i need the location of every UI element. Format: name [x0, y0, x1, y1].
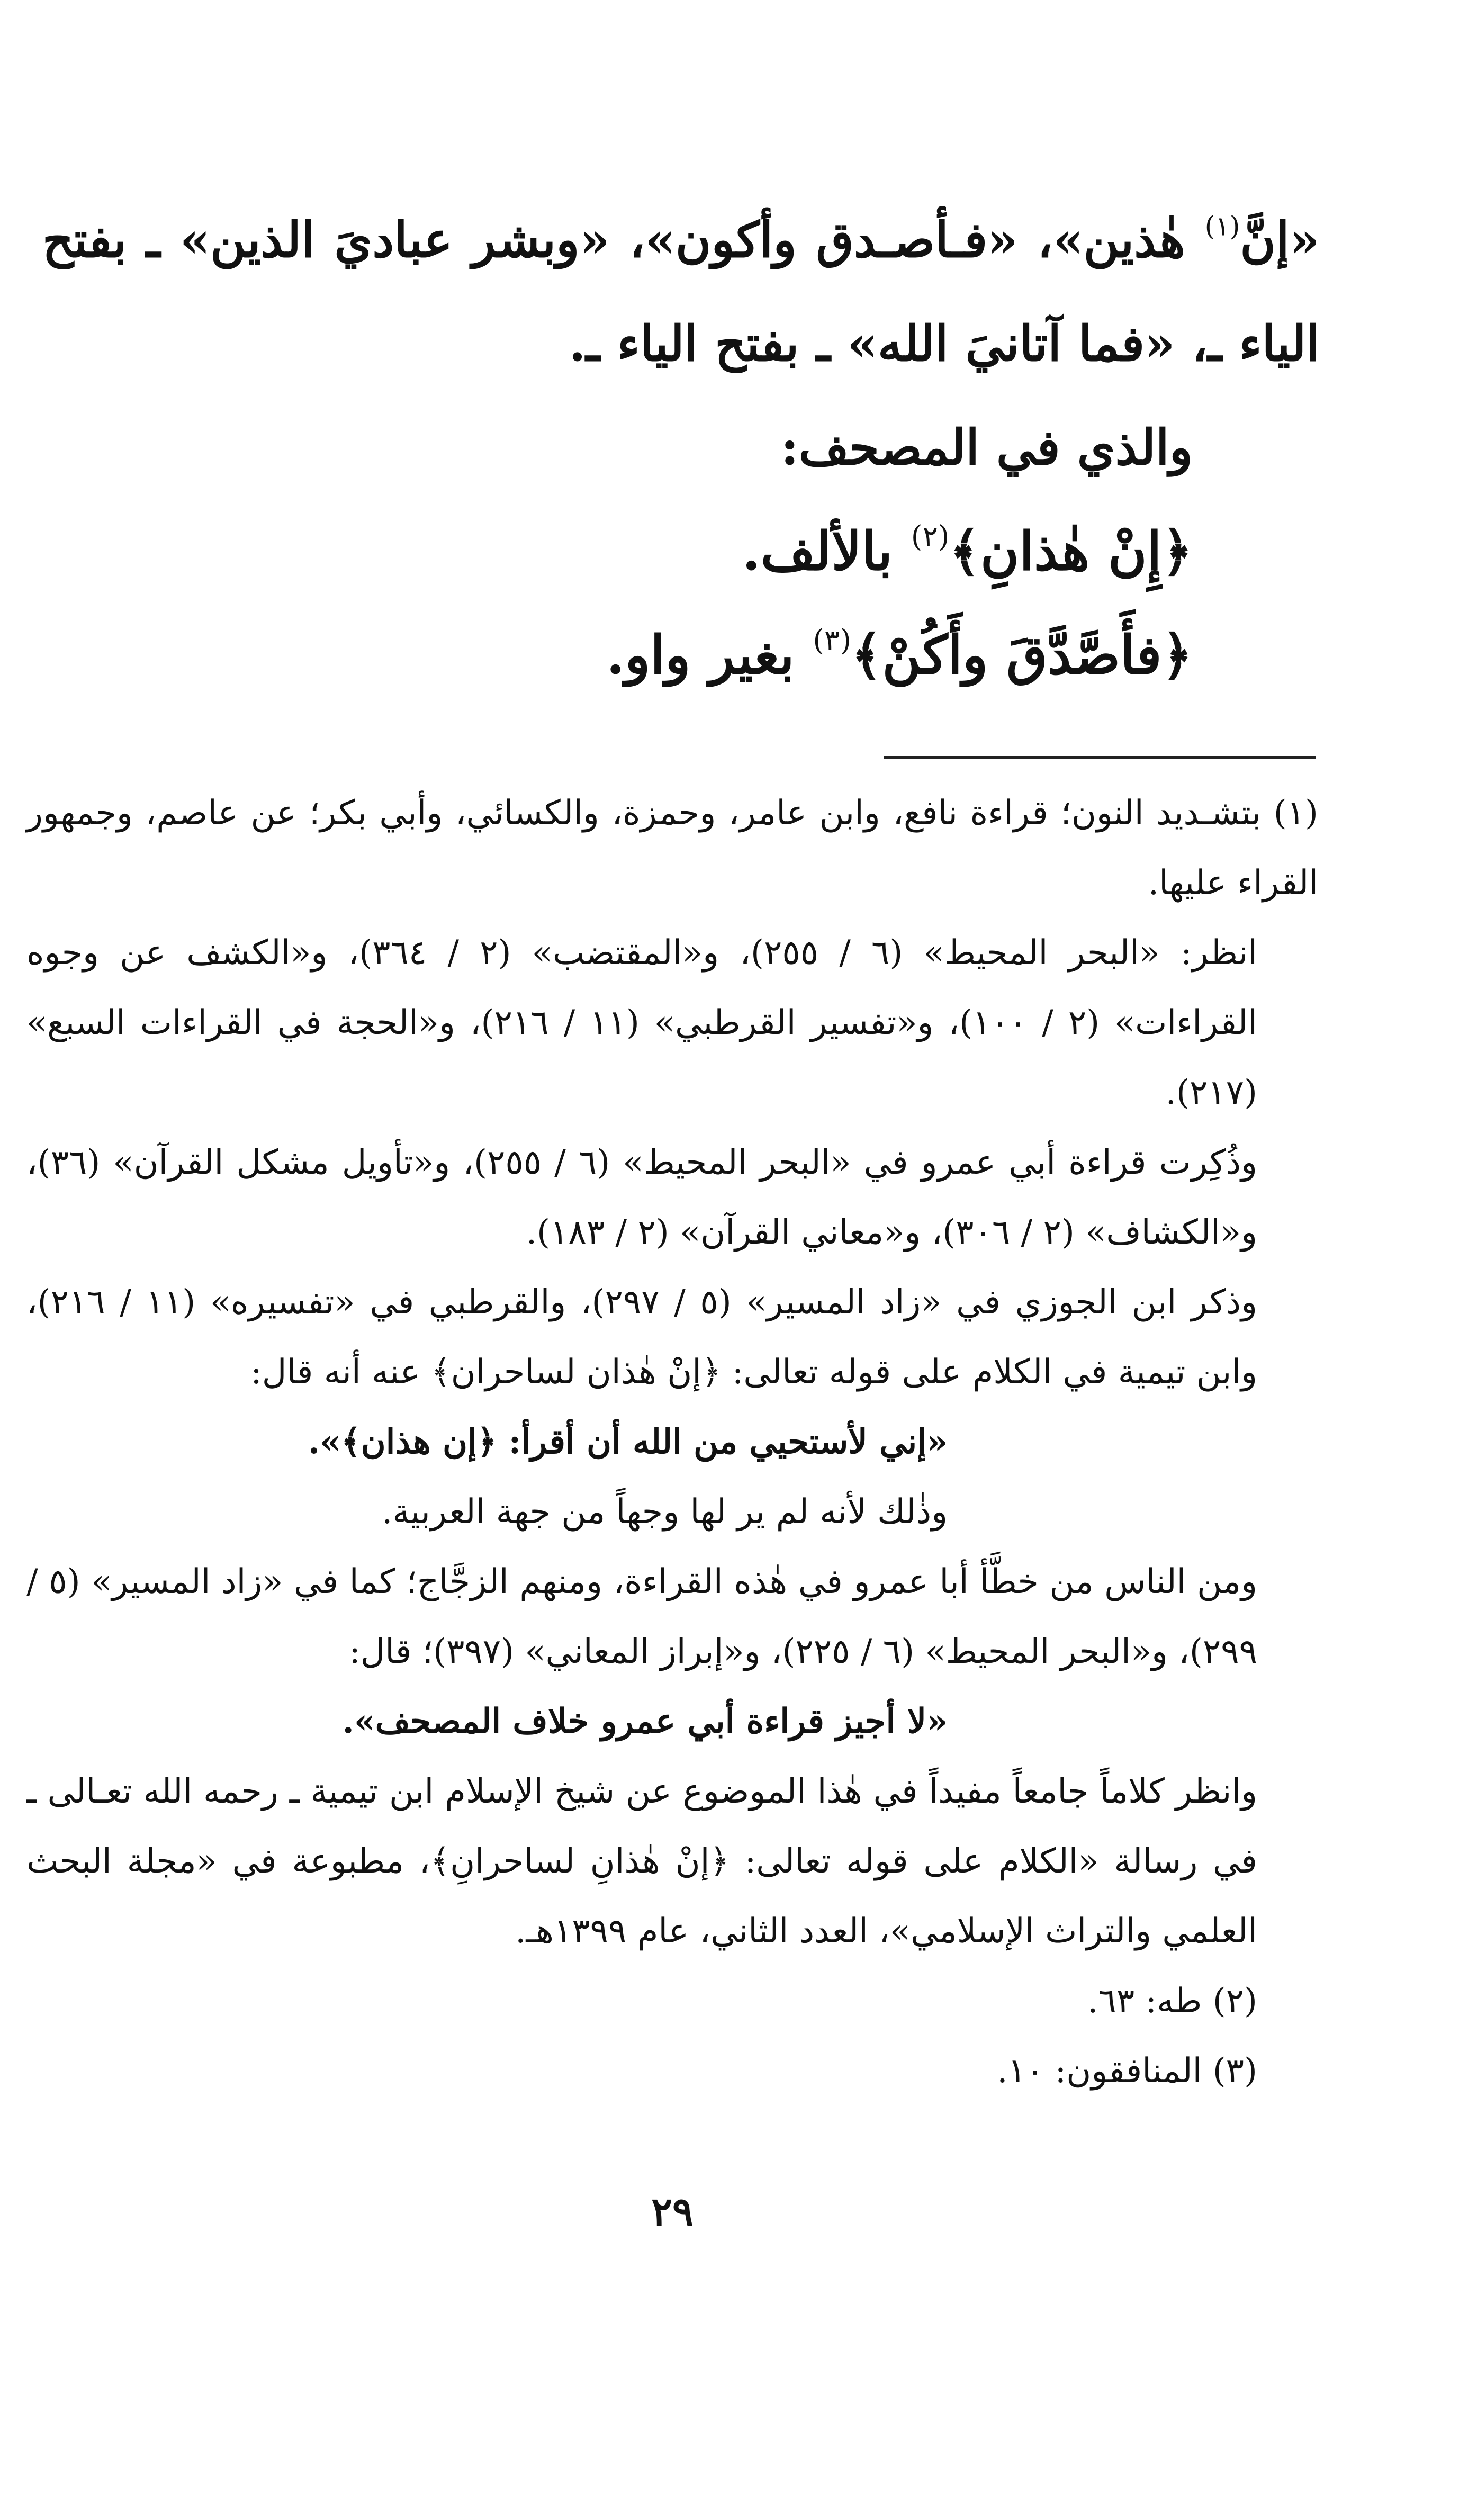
- footnote-1-abu-amr: وذُكِرت قراءة أبي عمرو في «البحر المحيط» (٦ / ٢٥٥)، و«تأويل مشكل القرآن» (٣٦)، و«الكشاف» (٢ / ٣٠٦)، و«معاني القرآن» (٢ / ١٨٣).: [26, 1143, 1258, 1252]
- footnotes: [26, 778, 1318, 2106]
- footnote-1-critics: ومن الناس من خطَّأ أبا عمرو في هٰذه القراءة، ومنهم الزجَّاج؛ كما في «زاد المسير» (٥ / ٢٩٩)، و«البحر المحيط» (٦ / ٢٢٥)، و«إبراز المعاني» (٣٩٧)؛ قال:: [26, 1562, 1257, 1671]
- footnote-1-quote-1: «إني لأستحيي من الله أن أقرأ: ﴿إن هذان﴾».: [308, 1422, 948, 1462]
- quran-verse-2: [42, 603, 1320, 707]
- quran-verse-2-note: بغير واو.: [606, 624, 813, 686]
- footnote-1-quote-2: «لا أجيز قراءة أبي عمرو خلاف المصحف».: [342, 1702, 948, 1741]
- mushaf-intro: [42, 395, 1320, 499]
- footnote-ref-2: (٢): [911, 519, 950, 553]
- quran-verse-2-text: ﴿فأَصَّدَّقَ وأَكُنْ﴾: [851, 624, 1193, 686]
- footnote-1: (١) بتشـديد النون؛ قراءة نافع، وابن عامر، وحمزة، والكسائي، وأبي بكر؛ عن عاصم، وجمهور القراء عليها.: [26, 794, 1318, 903]
- footnote-3: (٣) المنافقون: ١٠.: [997, 2051, 1257, 2091]
- footnote-1-ibn-jawzi: وذكر ابن الجوزي في «زاد المسير» (٥ / ٢٩٧)، والقرطبي في «تفسيره» (١١ / ٢١٦)، وابن تيمية في الكلام على قوله تعالى: ﴿إنْ هٰذان لساحران﴾ عنه أنه قال:: [26, 1283, 1258, 1392]
- quran-verse-1-note: بالألف.: [742, 520, 911, 582]
- main-text-rest: هٰذين»، «فـأصـدق وأكون»، «وبشر عباديَ الذين» ـ بفتح الياء ـ، «فما آتانيَ الله» ـ بفتح الياء ـ.: [42, 211, 1320, 372]
- quran-verse-1: [42, 499, 1320, 603]
- footnote-ref-1: (١): [1204, 210, 1240, 242]
- main-paragraph: [42, 188, 1320, 395]
- footnote-ref-3: (٣): [813, 623, 851, 657]
- main-text: [42, 188, 1320, 707]
- mushaf-intro-text: والذي في المصحف:: [780, 419, 1193, 476]
- footnote-2: (٢) طه: ٦٣.: [1087, 1982, 1257, 2021]
- footnote-separator: [884, 756, 1316, 759]
- page-number: ٢٩: [651, 2189, 694, 2235]
- footnote-1-references: انظر: «البحر المحيط» (٦ / ٢٥٥)، و«المقتضب» (٢ / ٣٦٤)، و«الكشف عن وجوه القراءات» (٢ / ١٠٠)، و«تفسير القرطبي» (١١ / ٢١٦)، و«الحجة في القراءات السبع» (٢١٧).: [26, 933, 1258, 1112]
- main-text-start: «إنَّ: [1240, 211, 1320, 268]
- quran-verse-1-text: ﴿إِنْ هٰذانِ﴾: [949, 520, 1193, 582]
- footnote-1-see-also: وانظر كلاماً جامعاً مفيداً في هٰذا الموضوع عن شيخ الإسلام ابن تيمية ـ رحمه الله تعـالى ـ في رسالة «الكلام على قوله تعالى: ﴿إنْ هٰذانِ لساحرانِ﴾، مطبوعة في «مجلة البحث العلمي والتراث الإسلامي»، العدد الثاني، عام ١٣٩٩هـ.: [26, 1772, 1257, 1951]
- footnote-1-reason: وذٰلك لأنه لم ير لها وجهاً من جهة العربية.: [381, 1492, 948, 1532]
